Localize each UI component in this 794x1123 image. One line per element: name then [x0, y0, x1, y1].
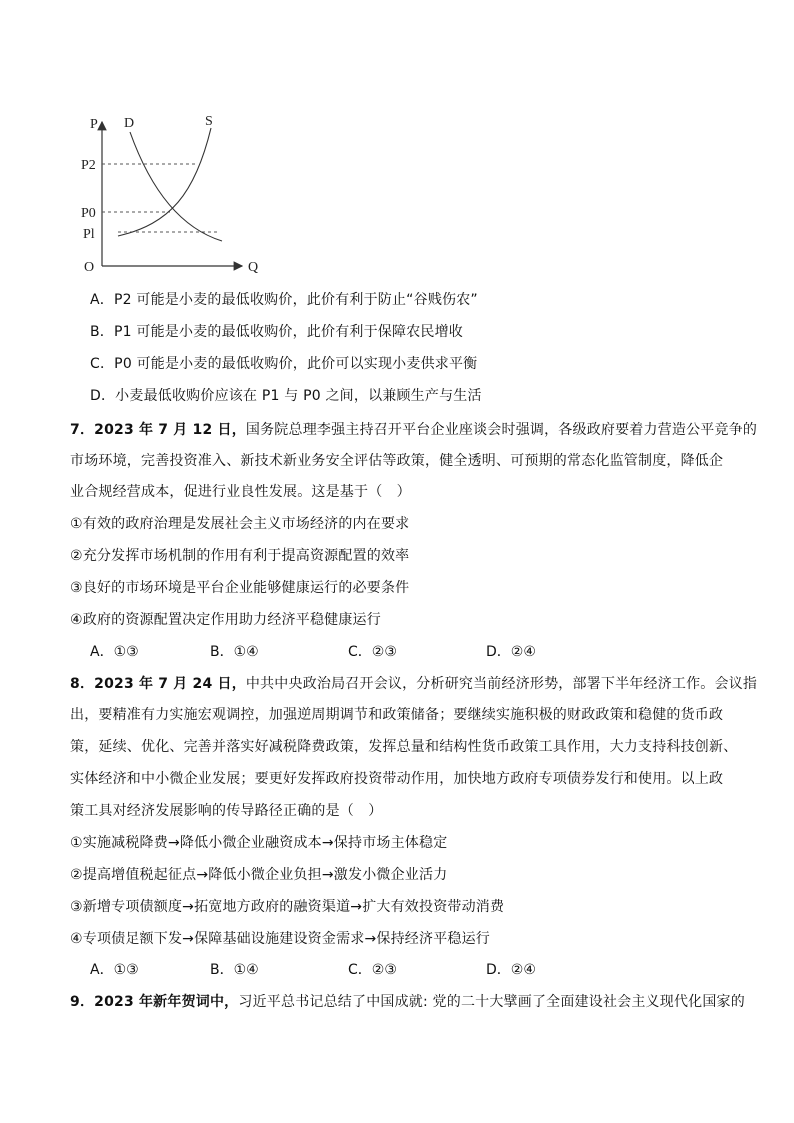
q9-stem-line-1: [70, 992, 745, 1012]
q6-option-a: A．P2 可能是小麦的最低收购价，此价有利于防止“谷贱伤农”: [90, 292, 478, 308]
demand-curve: [130, 132, 222, 241]
q6-option-b: B．P1 可能是小麦的最低收购价，此价有利于保障农民增收: [90, 324, 464, 340]
p1-label: Pl: [83, 227, 95, 242]
q7-choice-b: B．①④: [210, 644, 259, 660]
q7-choice-a: A．①③: [90, 644, 139, 660]
q8-stem-line-5: 策工具对经济发展影响的传导路径正确的是（ ）: [70, 803, 383, 819]
q7-statement-1: ①有效的政府治理是发展社会主义市场经济的内在要求: [70, 516, 410, 532]
chart-svg: [80, 108, 270, 280]
supply-label: S: [205, 114, 213, 129]
q8-statement-2: ②提高增值税起征点→降低小微企业负担→激发小微企业活力: [70, 867, 448, 883]
q8-stem-line-4: 实体经济和中小微企业发展；要更好发挥政府投资带动作用，加快地方政府专项债券发行和使用。以上政: [70, 771, 724, 787]
demand-label: D: [124, 116, 135, 131]
q8-choice-d: D．②④: [486, 962, 536, 978]
origin-label: O: [84, 260, 95, 275]
q8-choice-b: B．①④: [210, 962, 259, 978]
q8-choice-a: A．①③: [90, 962, 139, 978]
q8-statement-4: ④专项债足额下发→保障基础设施建设资金需求→保持经济平稳运行: [70, 931, 491, 947]
q7-stem-line-1: [70, 420, 757, 440]
p2-label: P2: [81, 158, 96, 173]
q8-stem-line-2: 出，要精准有力实施宏观调控，加强逆周期调节和政策储备；要继续实施积极的财政政策和稳健的货币政: [70, 707, 724, 723]
supply-demand-chart: [80, 108, 270, 280]
p0-label: P0: [81, 206, 96, 221]
q8-statement-3: ③新增专项债额度→拓宽地方政府的融资渠道→扩大有效投资带动消费: [70, 899, 505, 915]
q7-statement-3: ③良好的市场环境是平台企业能够健康运行的必要条件: [70, 580, 410, 596]
supply-curve: [118, 128, 211, 236]
q7-choice-c: C．②③: [348, 644, 397, 660]
q8-choice-c: C．②③: [348, 962, 397, 978]
y-axis-label: P: [90, 117, 98, 132]
q7-stem-text: 国务院总理李强主持召开平台企业座谈会时强调，各级政府要着力营造公平竞争的: [245, 422, 758, 438]
q7-statement-2: ②充分发挥市场机制的作用有利于提高资源配置的效率: [70, 548, 410, 564]
q8-stem-line-3: 策，延续、优化、完善并落实好减税降费政策，发挥总量和结构性货币政策工具作用，大力支持科技创新、: [70, 739, 738, 755]
q7-stem-line-3: 业合规经营成本，促进行业良性发展。这是基于（ ）: [70, 484, 411, 500]
q9-number: 9．2023 年新年贺词中，: [70, 994, 239, 1010]
q8-number: 8．2023 年 7 月 24 日，: [70, 676, 246, 692]
q9-stem-text: 习近平总书记总结了中国成就: 党的二十大擘画了全面建设社会主义现代化国家的: [238, 994, 745, 1010]
q7-statement-4: ④政府的资源配置决定作用助力经济平稳健康运行: [70, 612, 381, 628]
q7-number: 7．2023 年 7 月 12 日，: [70, 422, 246, 438]
q7-stem-line-2: 市场环境，完善投资准入、新技术新业务安全评估等政策，健全透明、可预期的常态化监管制度，降低企: [70, 453, 724, 469]
q8-stem-line-1: [70, 674, 757, 694]
q8-statement-1: ①实施减税降费→降低小微企业融资成本→保持市场主体稳定: [70, 835, 448, 851]
q7-choice-d: D．②④: [486, 644, 536, 660]
q8-stem-text: 中共中央政治局召开会议，分析研究当前经济形势，部署下半年经济工作。会议指: [245, 676, 758, 692]
q6-option-c: C．P0 可能是小麦的最低收购价，此价可以实现小麦供求平衡: [90, 356, 478, 372]
x-axis-label: Q: [248, 260, 259, 275]
q6-option-d: D．小麦最低收购价应该在 P1 与 P0 之间，以兼顾生产与生活: [90, 388, 482, 404]
